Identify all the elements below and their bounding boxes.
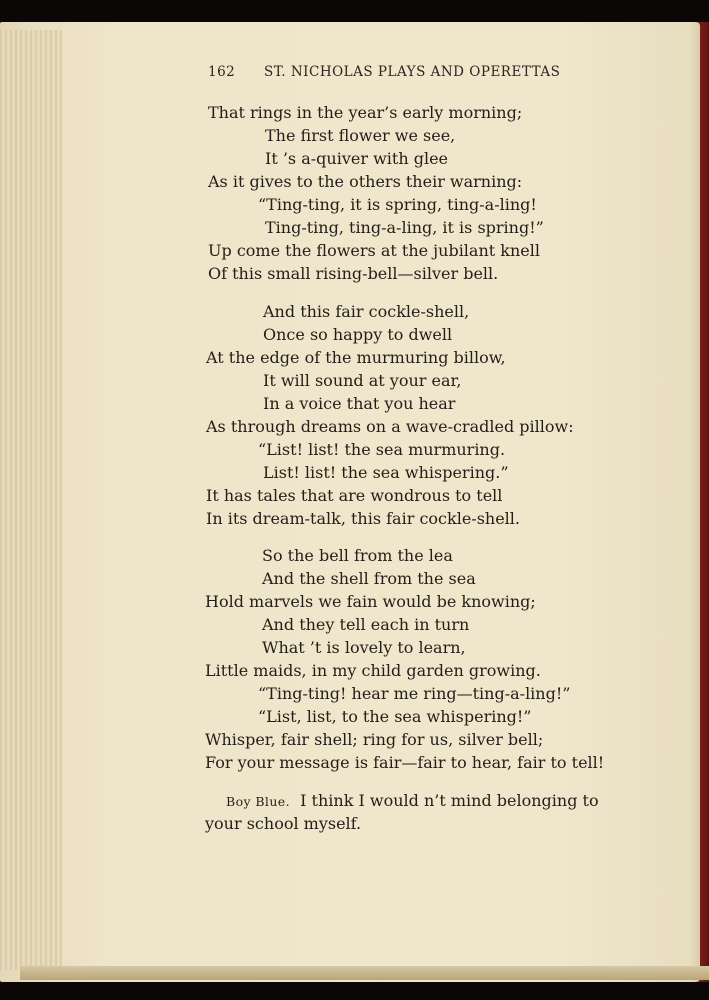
poem-line: Ting-ting, ting-a-ling, it is spring!” xyxy=(265,218,544,237)
poem-line: So the bell from the lea xyxy=(262,546,453,565)
dialogue-line: your school myself. xyxy=(205,814,362,833)
poem-line: It has tales that are wondrous to tell xyxy=(206,486,503,505)
dialogue-line xyxy=(226,790,599,813)
poem-line: Hold marvels we fain would be knowing; xyxy=(205,592,536,611)
poem-line: Once so happy to dwell xyxy=(263,325,453,344)
poem-line: Whisper, fair shell; ring for us, silver bell; xyxy=(205,730,544,749)
poem-line: Little maids, in my child garden growing. xyxy=(205,661,541,680)
running-title: ST. NICHOLAS PLAYS AND OPERETTAS xyxy=(264,64,561,80)
poem-line: Of this small rising-bell—silver bell. xyxy=(208,264,499,283)
speaker-name: Boy Blue. xyxy=(226,794,290,809)
page-number: 162 xyxy=(208,64,236,80)
speech-text: I think I would n’t mind belonging to xyxy=(300,791,599,810)
poem-line: As through dreams on a wave-cradled pillow: xyxy=(206,417,574,436)
poem-line: It ’s a-quiver with glee xyxy=(265,149,448,168)
poem-line: And they tell each in turn xyxy=(262,615,470,634)
poem-line: At the edge of the murmuring billow, xyxy=(206,348,506,367)
poem-line: It will sound at your ear, xyxy=(263,371,462,390)
poem-line: “Ting-ting, it is spring, ting-a-ling! xyxy=(258,195,537,214)
poem-line: The first flower we see, xyxy=(265,126,456,145)
poem-line: What ’t is lovely to learn, xyxy=(262,638,466,657)
poem-line: For your message is fair—fair to hear, fair to tell! xyxy=(205,753,605,772)
poem-line: That rings in the year’s early morning; xyxy=(208,103,523,122)
poem-line: List! list! the sea whispering.” xyxy=(263,463,509,482)
poem-line: As it gives to the others their warning: xyxy=(208,172,523,191)
poem-line: In a voice that you hear xyxy=(263,394,456,413)
poem-line: “Ting-ting! hear me ring—ting-a-ling!” xyxy=(258,684,571,703)
poem-line: “List! list! the sea murmuring. xyxy=(258,440,506,459)
poem-line: And this fair cockle-shell, xyxy=(263,302,470,321)
poem-line: “List, list, to the sea whispering!” xyxy=(258,707,532,726)
poem-line: In its dream-talk, this fair cockle-shell. xyxy=(206,509,520,528)
poem-line: And the shell from the sea xyxy=(262,569,476,588)
poem-line: Up come the flowers at the jubilant knell xyxy=(208,241,540,260)
